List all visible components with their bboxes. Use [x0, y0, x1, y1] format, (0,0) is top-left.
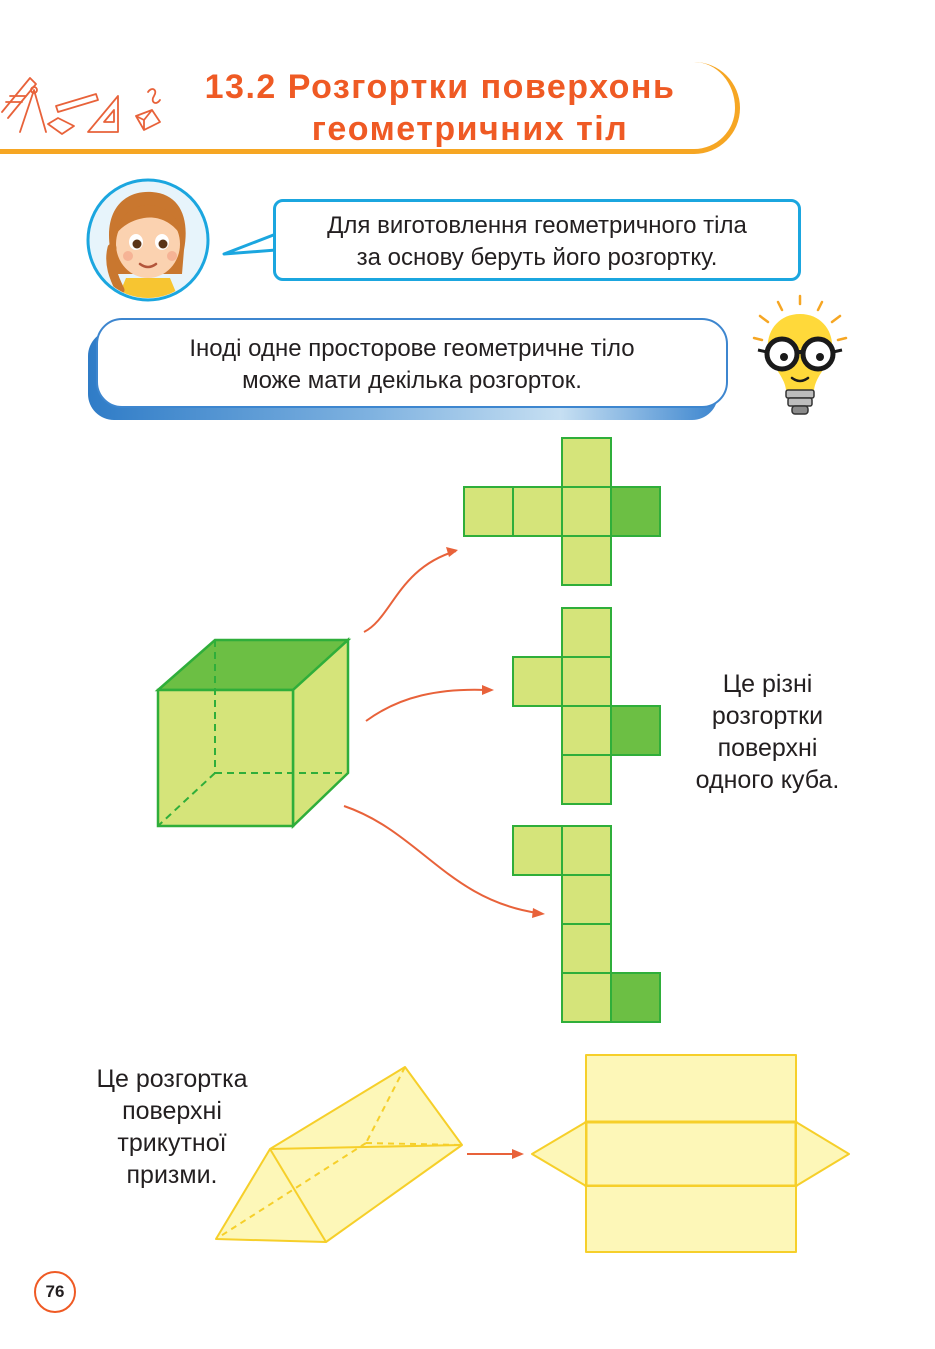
cube-net-zigzag — [513, 608, 660, 804]
lightbulb-glasses-icon — [748, 294, 852, 424]
speech-line2: за основу беруть його розгортку. — [356, 244, 718, 271]
prism-caption-line1: Це розгортка — [96, 1065, 248, 1093]
speech-line1: Для виготовлення геометричного тіла — [327, 212, 747, 239]
cube-caption-line4: одного куба. — [695, 766, 840, 794]
prism-caption — [72, 1063, 272, 1191]
speech-bubble — [273, 199, 801, 281]
tip-box — [96, 318, 728, 408]
page-title — [180, 66, 700, 150]
tip-line2: може мати декілька розгорток. — [242, 367, 582, 394]
speech-bubble-tail — [222, 232, 278, 262]
page-number: 76 — [34, 1271, 76, 1313]
prism-caption-line2: поверхні — [122, 1097, 222, 1125]
cube-caption-line2: розгортки — [711, 702, 824, 730]
girl-avatar-icon — [86, 178, 210, 302]
prism-net — [532, 1055, 849, 1252]
cube-net-cross — [464, 438, 660, 585]
prism-arrow — [467, 1149, 524, 1159]
cube-arrows — [344, 551, 538, 913]
cube-caption — [680, 668, 855, 796]
page-title-line2: геометричних тіл — [311, 110, 629, 148]
cube-illustration — [158, 640, 348, 826]
page-title-line1: 13.2 Розгортки поверхонь — [204, 68, 676, 106]
prism-caption-line4: призми. — [126, 1161, 218, 1189]
prism-caption-line3: трикутної — [117, 1129, 227, 1157]
cube-caption-line3: поверхні — [717, 734, 818, 762]
tip-line1: Іноді одне просторове геометричне тіло — [189, 335, 635, 362]
cube-net-l-shape — [513, 826, 660, 1022]
cube-caption-line1: Це різні — [722, 670, 813, 698]
